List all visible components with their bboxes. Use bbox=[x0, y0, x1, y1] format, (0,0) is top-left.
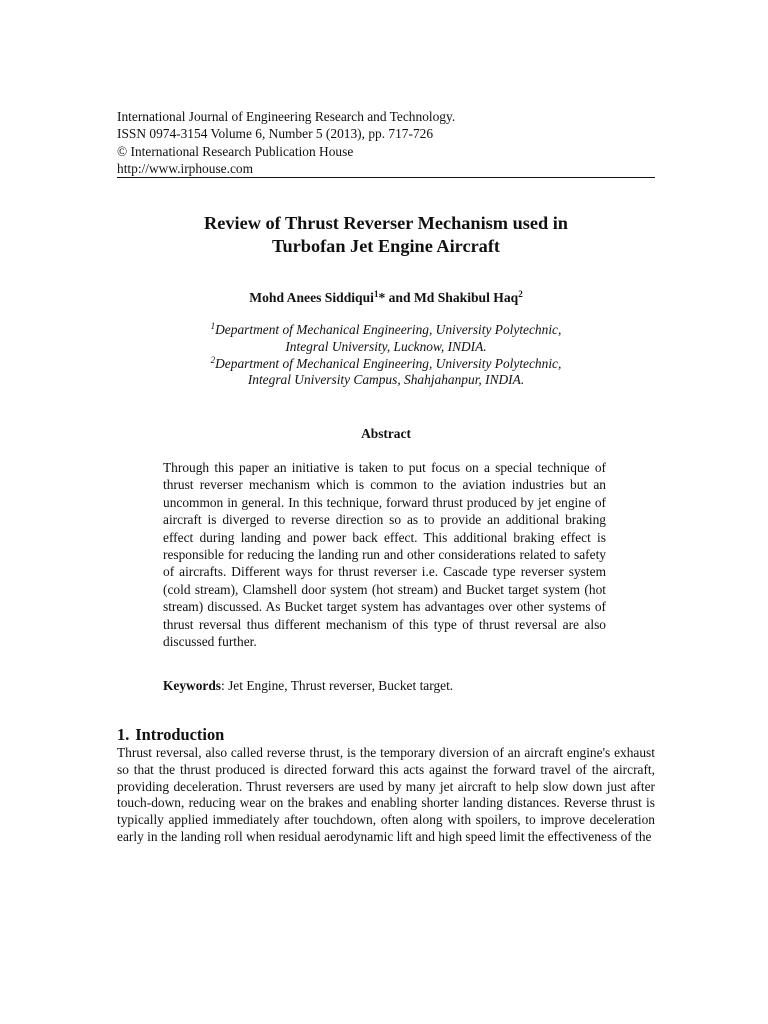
introduction-paragraph: Thrust reversal, also called reverse thrust, is the temporary diversion of an aircraft engine's exhaust so that the thrust produced is directed forward this acts against the forward travel of the aircraft, providing deceleration. Thrust reversers are used by many jet aircraft to help slow down just after touch-down, reducing wear on the brakes and enabling shorter landing distances. Reverse thrust is typically applied immediately after touchdown, often along with spoilers, to improve deceleration early in the landing roll when residual aerodynamic lift and high speed limit the effectiveness of the bbox=[117, 745, 655, 844]
abstract-heading: Abstract bbox=[361, 426, 411, 441]
journal-url: http://www.irphouse.com bbox=[117, 161, 253, 177]
journal-name: International Journal of Engineering Research and Technology. bbox=[117, 109, 456, 124]
journal-header bbox=[117, 108, 655, 178]
author-2-affil-mark: 2 bbox=[518, 289, 523, 299]
author-2-name: Md Shakibul Haq bbox=[413, 290, 519, 305]
section-heading-introduction bbox=[117, 724, 655, 745]
keywords-line bbox=[163, 677, 606, 694]
title-line-1: Review of Thrust Reverser Mechanism used in bbox=[204, 213, 568, 233]
affiliations bbox=[117, 322, 655, 389]
affiliation-1-line-2: Integral University, Lucknow, INDIA. bbox=[285, 338, 487, 354]
section-number: 1. bbox=[117, 725, 130, 744]
affiliation-2-department: Department of Mechanical Engineering, University Polytechnic, bbox=[215, 355, 562, 371]
title-line-2: Turbofan Jet Engine Aircraft bbox=[271, 236, 500, 256]
authors-line bbox=[117, 289, 655, 306]
affiliation-2-mark: 2 bbox=[210, 354, 216, 365]
issn-volume-line: ISSN 0974-3154 Volume 6, Number 5 (2013), pp. 717-726 bbox=[117, 126, 434, 142]
publisher-line: © International Research Publication House bbox=[117, 143, 354, 159]
affiliation-1-line-1 bbox=[117, 322, 655, 339]
keywords-label: Keywords bbox=[163, 678, 222, 693]
affiliation-2-line-1 bbox=[117, 356, 655, 373]
header-rule bbox=[117, 177, 655, 178]
paper-title bbox=[117, 212, 655, 258]
keywords-text: : Jet Engine, Thrust reverser, Bucket target. bbox=[221, 678, 454, 693]
author-separator: and bbox=[385, 290, 414, 305]
affiliation-1-department: Department of Mechanical Engineering, University Polytechnic, bbox=[215, 322, 562, 337]
section-title: Introduction bbox=[135, 725, 225, 744]
author-1-name: Mohd Anees Siddiqui bbox=[249, 290, 374, 305]
abstract-text: Through this paper an initiative is taken to put focus on a special technique of thrust reverser mechanism which is common to the aviation industries but an uncommon in general. In this technique, forward thrust produced by jet engine of aircraft is diverged to reverse direction so as to provide an additional braking effect during landing and power back effect. This additional braking effect is responsible for reducing the landing run and other considerations related to safety of aircrafts. Different ways for thrust reverser i.e. Cascade type reverser system (cold stream), Clamshell door system (hot stream) and Bucket target system (hot stream) discussed. As Bucket target system has advantages over other systems of thrust reversal thus different mechanism of this type of thrust reversal are also discussed further. bbox=[163, 460, 606, 650]
affiliation-1-mark: 1 bbox=[210, 321, 216, 331]
affiliation-2-line-2: Integral University Campus, Shahjahanpur, INDIA. bbox=[247, 372, 525, 388]
author-1-affil-mark: 1 bbox=[373, 289, 379, 299]
corresponding-author-mark: * bbox=[378, 290, 386, 305]
